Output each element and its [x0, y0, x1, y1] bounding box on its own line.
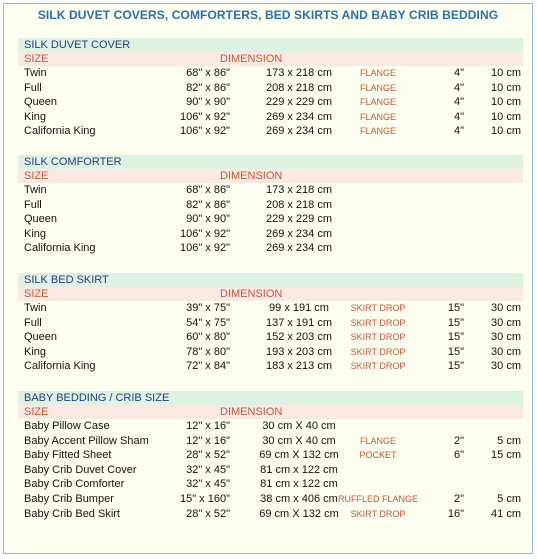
- table-row: [18, 212, 523, 227]
- feature-inches: 4": [453, 110, 464, 123]
- feature-label: SKIRT DROP: [350, 346, 406, 357]
- dimension-inches: 106" x 92": [179, 110, 230, 123]
- feature-inches: 2": [453, 492, 464, 505]
- item-name: Queen: [24, 213, 58, 226]
- feature-inches: 4": [453, 67, 464, 79]
- feature-label: POCKET: [359, 450, 397, 461]
- dimension-inches: 12" x 16": [186, 420, 230, 432]
- dimension-inches: 82" x 86": [186, 198, 230, 211]
- item-name: Baby Crib Bed Skirt: [24, 507, 120, 520]
- dimension-cm: 193 x 203 cm: [265, 345, 333, 358]
- feature-label: SKIRT DROP: [350, 317, 406, 328]
- dimension-cm: 229 x 229 cm: [265, 213, 333, 226]
- dimension-inches: 60" x 80": [186, 331, 230, 344]
- item-name: California King: [24, 360, 96, 373]
- dimension-inches: 106" x 92": [179, 227, 230, 240]
- table-row: [18, 95, 523, 110]
- item-name: Baby Crib Comforter: [24, 478, 125, 491]
- section-comforter: [18, 155, 523, 256]
- size-header: SIZE: [24, 288, 49, 300]
- feature-cm: 30 cm: [491, 316, 521, 329]
- section-bed-skirt: [18, 273, 523, 374]
- table-row: [18, 330, 523, 345]
- feature-inches: 15": [447, 316, 464, 329]
- feature-cm: 30 cm: [491, 302, 521, 314]
- dimension-inches: 54" x 75": [186, 316, 230, 329]
- section-title: BABY BEDDING / CRIB SIZE: [18, 391, 523, 405]
- feature-label: RUFFLED FLANGE: [337, 493, 418, 504]
- dimension-cm: 69 cm X 132 cm: [259, 507, 339, 520]
- feature-label: SKIRT DROP: [350, 508, 406, 519]
- column-header-row: [18, 169, 523, 183]
- column-header-row: [18, 405, 523, 419]
- feature-cm: 41 cm: [491, 507, 521, 520]
- feature-inches: 15": [447, 345, 464, 358]
- table-row: [18, 81, 523, 96]
- section-title: SILK DUVET COVER: [18, 38, 523, 52]
- dimension-cm: 269 x 234 cm: [265, 227, 333, 240]
- dimension-inches: 82" x 86": [186, 81, 230, 94]
- dimension-cm: 269 x 234 cm: [265, 242, 333, 255]
- dimension-cm: 173 x 218 cm: [265, 184, 333, 196]
- feature-cm: 10 cm: [491, 67, 521, 79]
- feature-cm: 10 cm: [491, 81, 521, 94]
- feature-cm: 10 cm: [491, 110, 521, 123]
- size-header: SIZE: [24, 53, 49, 65]
- dimension-inches: 32" x 45": [186, 478, 230, 491]
- feature-label: FLANGE: [359, 97, 396, 108]
- feature-inches: 15": [447, 331, 464, 344]
- dimension-inches: 78" x 80": [186, 345, 230, 358]
- feature-label: FLANGE: [359, 68, 396, 78]
- table-row: [18, 359, 523, 374]
- dimension-cm: 38 cm x 406 cm: [260, 492, 338, 505]
- dimension-inches: 28" x 52": [186, 507, 230, 520]
- dimension-inches: 68" x 86": [186, 67, 230, 79]
- item-name: Twin: [24, 67, 47, 79]
- dimension-inches: 12" x 16": [186, 434, 230, 447]
- table-row: [18, 124, 523, 139]
- table-row: [18, 227, 523, 242]
- item-name: California King: [24, 125, 96, 138]
- item-name: Full: [24, 81, 42, 94]
- feature-cm: 5 cm: [497, 434, 521, 447]
- table-row: [18, 448, 523, 463]
- dimension-header: DIMENSION: [220, 288, 283, 300]
- feature-cm: 15 cm: [491, 449, 521, 462]
- item-name: King: [24, 227, 47, 240]
- table-row: [18, 507, 523, 522]
- dimension-inches: 90" x 90": [186, 96, 230, 109]
- feature-cm: 10 cm: [491, 96, 521, 109]
- dimension-inches: 15" x 160": [179, 492, 230, 505]
- table-row: [18, 463, 523, 478]
- section-duvet-cover: [18, 38, 523, 139]
- feature-label: FLANGE: [359, 126, 396, 137]
- section-title: SILK BED SKIRT: [18, 273, 523, 287]
- dimension-cm: 99 x 191 cm: [269, 302, 329, 314]
- dimension-header: DIMENSION: [220, 53, 283, 65]
- feature-label: SKIRT DROP: [350, 361, 406, 372]
- dimension-inches: 32" x 45": [186, 463, 230, 476]
- feature-label: SKIRT DROP: [350, 303, 406, 313]
- item-name: Queen: [24, 331, 58, 344]
- dimension-cm: 208 x 218 cm: [265, 81, 333, 94]
- size-chart-panel: [3, 3, 533, 554]
- item-name: Twin: [24, 184, 47, 196]
- item-name: California King: [24, 242, 96, 255]
- item-name: Twin: [24, 302, 47, 314]
- dimension-cm: 30 cm X 40 cm: [262, 434, 336, 447]
- column-header-row: [18, 287, 523, 301]
- dimension-inches: 39" x 75": [186, 302, 230, 314]
- item-name: Queen: [24, 96, 58, 109]
- size-header: SIZE: [24, 170, 49, 182]
- dimension-cm: 269 x 234 cm: [265, 125, 333, 138]
- feature-inches: 4": [453, 96, 464, 109]
- feature-inches: 15": [447, 360, 464, 373]
- feature-cm: 10 cm: [491, 125, 521, 138]
- feature-label: FLANGE: [359, 111, 396, 122]
- table-row: [18, 198, 523, 213]
- table-row: [18, 492, 523, 507]
- item-name: Baby Crib Duvet Cover: [24, 463, 137, 476]
- feature-inches: 15": [447, 302, 464, 314]
- table-row: [18, 66, 523, 81]
- feature-cm: 30 cm: [491, 360, 521, 373]
- dimension-cm: 208 x 218 cm: [265, 198, 333, 211]
- feature-cm: 30 cm: [491, 331, 521, 344]
- feature-inches: 4": [453, 81, 464, 94]
- feature-cm: 5 cm: [497, 492, 521, 505]
- dimension-inches: 106" x 92": [179, 125, 230, 138]
- feature-label: FLANGE: [359, 435, 396, 446]
- item-name: Baby Crib Bumper: [24, 492, 114, 505]
- table-row: [18, 301, 523, 316]
- table-row: [18, 419, 523, 434]
- section-baby-bedding: [18, 391, 523, 521]
- dimension-cm: 269 x 234 cm: [265, 110, 333, 123]
- feature-inches: 4": [453, 125, 464, 138]
- dimension-inches: 72" x 84": [186, 360, 230, 373]
- table-row: [18, 183, 523, 198]
- dimension-inches: 106" x 92": [179, 242, 230, 255]
- size-header: SIZE: [24, 406, 49, 418]
- dimension-cm: 137 x 191 cm: [265, 316, 333, 329]
- item-name: King: [24, 345, 47, 358]
- dimension-cm: 69 cm X 132 cm: [259, 449, 339, 462]
- dimension-header: DIMENSION: [220, 406, 283, 418]
- item-name: Full: [24, 198, 42, 211]
- table-row: [18, 345, 523, 360]
- dimension-cm: 81 cm x 122 cm: [260, 463, 338, 476]
- dimension-header: DIMENSION: [220, 170, 283, 182]
- column-header-row: [18, 52, 523, 66]
- item-name: Baby Fitted Sheet: [24, 449, 112, 462]
- dimension-inches: 68" x 86": [186, 184, 230, 196]
- dimension-inches: 90" x 90": [186, 213, 230, 226]
- table-row: [18, 316, 523, 331]
- feature-inches: 6": [453, 449, 464, 462]
- item-name: Full: [24, 316, 42, 329]
- item-name: Baby Accent Pillow Sham: [24, 434, 149, 447]
- dimension-cm: 173 x 218 cm: [265, 67, 333, 79]
- dimension-cm: 30 cm X 40 cm: [262, 420, 336, 432]
- table-row: [18, 477, 523, 492]
- feature-inches: 2": [453, 434, 464, 447]
- page-title: SILK DUVET COVERS, COMFORTERS, BED SKIRTS AND BABY CRIB BEDDING: [37, 8, 499, 22]
- feature-label: SKIRT DROP: [350, 332, 406, 343]
- feature-cm: 30 cm: [491, 345, 521, 358]
- table-row: [18, 110, 523, 125]
- section-title: SILK COMFORTER: [18, 155, 523, 169]
- dimension-cm: 183 x 213 cm: [265, 360, 333, 373]
- feature-label: FLANGE: [359, 82, 396, 93]
- item-name: Baby Pillow Case: [24, 420, 110, 432]
- dimension-inches: 28" x 52": [186, 449, 230, 462]
- dimension-cm: 81 cm x 122 cm: [260, 478, 338, 491]
- table-row: [18, 434, 523, 449]
- item-name: King: [24, 110, 47, 123]
- table-row: [18, 241, 523, 256]
- feature-inches: 16": [447, 507, 464, 520]
- dimension-cm: 229 x 229 cm: [265, 96, 333, 109]
- dimension-cm: 152 x 203 cm: [265, 331, 333, 344]
